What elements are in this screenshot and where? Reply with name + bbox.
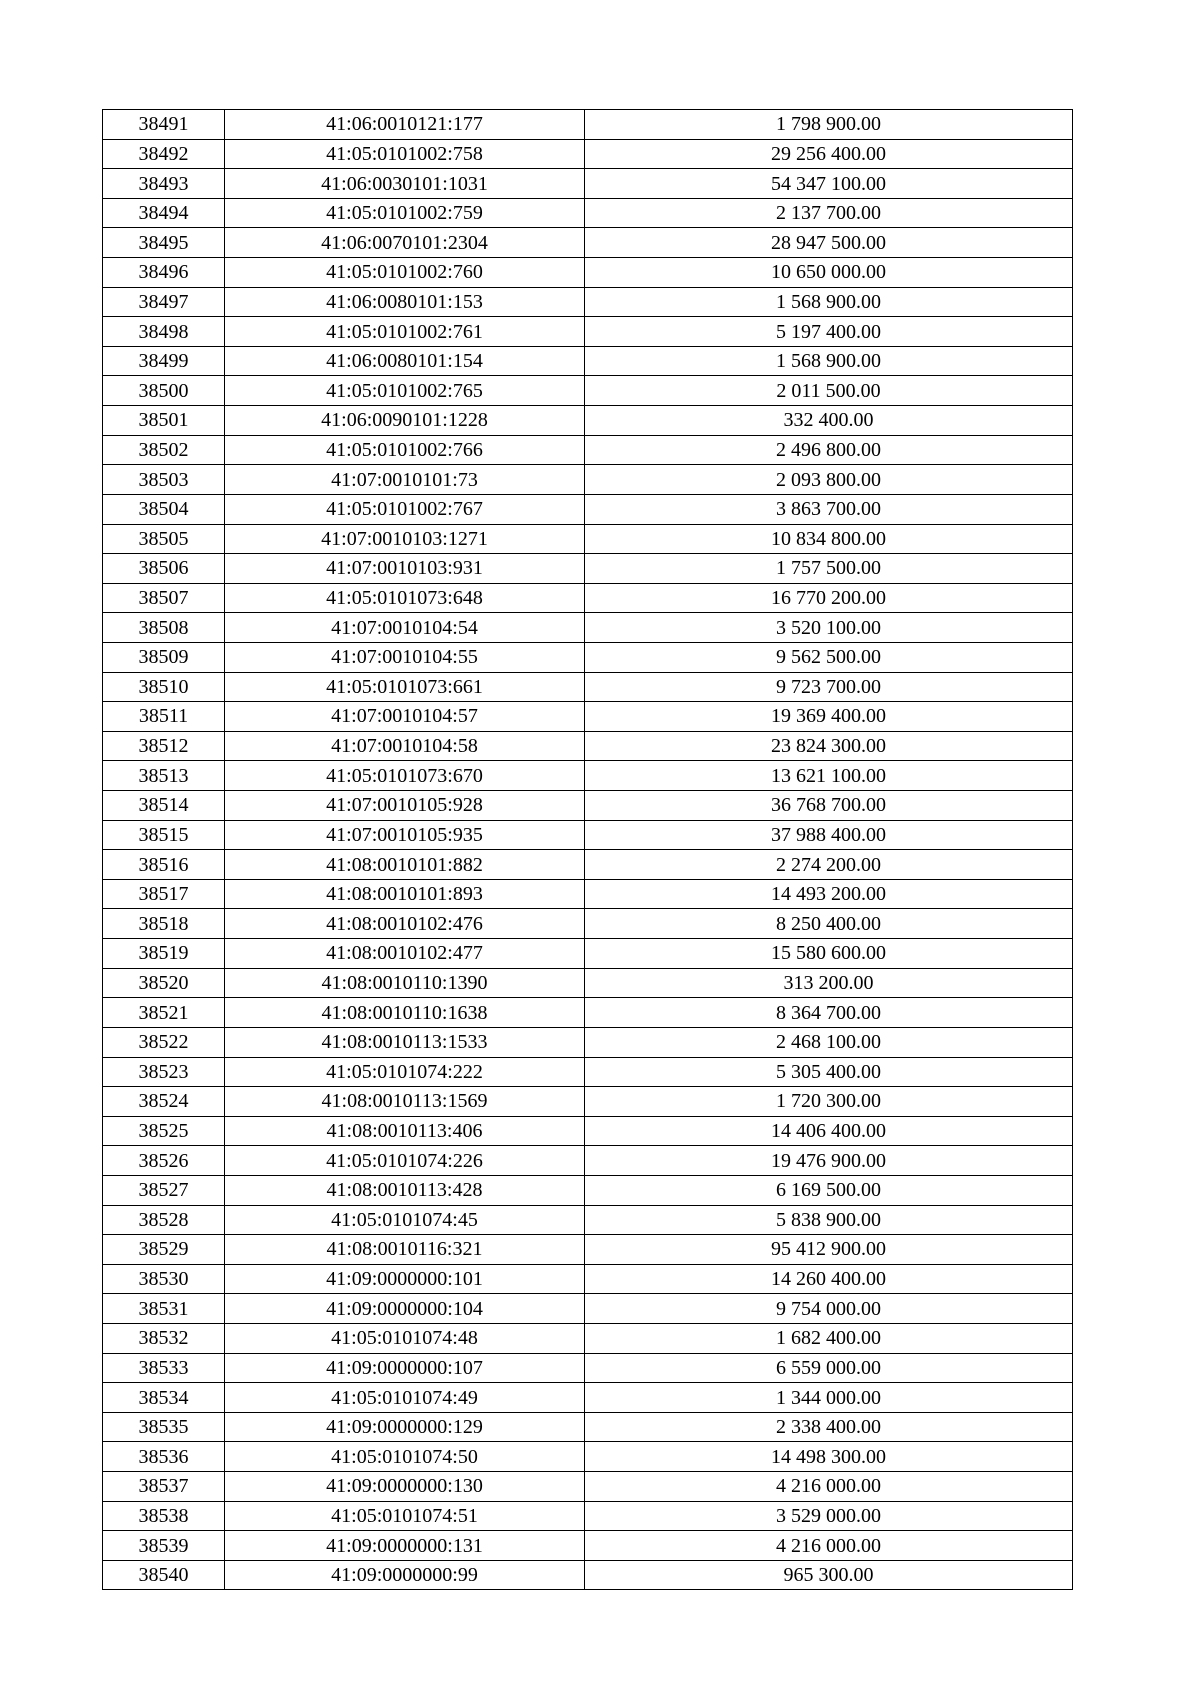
cadastral-number-cell: 41:05:0101073:670 (225, 761, 585, 791)
cadastral-value-cell: 1 720 300.00 (585, 1087, 1073, 1117)
cadastral-value-cell: 29 256 400.00 (585, 139, 1073, 169)
table-row (103, 702, 1073, 732)
row-number-cell: 38534 (103, 1383, 225, 1413)
cadastral-number-cell: 41:08:0010116:321 (225, 1235, 585, 1265)
row-number-cell: 38514 (103, 791, 225, 821)
table-row (103, 1057, 1073, 1087)
cadastral-value-cell: 19 369 400.00 (585, 702, 1073, 732)
table-row (103, 998, 1073, 1028)
cadastral-value-cell: 95 412 900.00 (585, 1235, 1073, 1265)
cadastral-value-cell: 2 468 100.00 (585, 1027, 1073, 1057)
row-number-cell: 38518 (103, 909, 225, 939)
table-row (103, 939, 1073, 969)
cadastral-value-cell: 16 770 200.00 (585, 583, 1073, 613)
table-row (103, 1442, 1073, 1472)
row-number-cell: 38512 (103, 731, 225, 761)
cadastral-value-cell: 8 250 400.00 (585, 909, 1073, 939)
row-number-cell: 38528 (103, 1205, 225, 1235)
table-row (103, 1027, 1073, 1057)
row-number-cell: 38507 (103, 583, 225, 613)
cadastral-number-cell: 41:08:0010113:406 (225, 1116, 585, 1146)
table-row (103, 1472, 1073, 1502)
row-number-cell: 38516 (103, 850, 225, 880)
cadastral-number-cell: 41:06:0080101:154 (225, 346, 585, 376)
table-row (103, 820, 1073, 850)
cadastral-number-cell: 41:07:0010103:1271 (225, 524, 585, 554)
table-row (103, 376, 1073, 406)
cadastral-number-cell: 41:05:0101074:222 (225, 1057, 585, 1087)
table-row (103, 1235, 1073, 1265)
table-row (103, 1205, 1073, 1235)
table-row (103, 1087, 1073, 1117)
table-body (103, 110, 1073, 1590)
cadastral-number-cell: 41:05:0101073:661 (225, 672, 585, 702)
cadastral-value-cell: 13 621 100.00 (585, 761, 1073, 791)
cadastral-number-cell: 41:08:0010102:477 (225, 939, 585, 969)
table-row (103, 494, 1073, 524)
row-number-cell: 38525 (103, 1116, 225, 1146)
row-number-cell: 38519 (103, 939, 225, 969)
row-number-cell: 38499 (103, 346, 225, 376)
cadastral-number-cell: 41:08:0010102:476 (225, 909, 585, 939)
table-row (103, 1383, 1073, 1413)
cadastral-value-cell: 54 347 100.00 (585, 169, 1073, 199)
row-number-cell: 38531 (103, 1294, 225, 1324)
cadastral-value-cell: 6 169 500.00 (585, 1175, 1073, 1205)
cadastral-value-cell: 10 650 000.00 (585, 258, 1073, 288)
table-row (103, 524, 1073, 554)
cadastral-value-cell: 1 682 400.00 (585, 1323, 1073, 1353)
table-row (103, 1116, 1073, 1146)
row-number-cell: 38500 (103, 376, 225, 406)
cadastral-number-cell: 41:05:0101002:767 (225, 494, 585, 524)
cadastral-number-cell: 41:09:0000000:99 (225, 1560, 585, 1590)
cadastral-value-cell: 14 260 400.00 (585, 1264, 1073, 1294)
cadastral-value-cell: 36 768 700.00 (585, 791, 1073, 821)
table-row (103, 642, 1073, 672)
row-number-cell: 38505 (103, 524, 225, 554)
cadastral-number-cell: 41:06:0090101:1228 (225, 406, 585, 436)
table-row (103, 465, 1073, 495)
row-number-cell: 38524 (103, 1087, 225, 1117)
row-number-cell: 38533 (103, 1353, 225, 1383)
row-number-cell: 38511 (103, 702, 225, 732)
table-row (103, 879, 1073, 909)
cadastral-value-cell: 1 757 500.00 (585, 554, 1073, 584)
row-number-cell: 38513 (103, 761, 225, 791)
cadastral-value-cell: 10 834 800.00 (585, 524, 1073, 554)
table-row (103, 1353, 1073, 1383)
cadastral-value-cell: 6 559 000.00 (585, 1353, 1073, 1383)
cadastral-number-cell: 41:06:0080101:153 (225, 287, 585, 317)
table-row (103, 1175, 1073, 1205)
cadastral-value-cell: 19 476 900.00 (585, 1146, 1073, 1176)
table-row (103, 613, 1073, 643)
cadastral-value-cell: 2 093 800.00 (585, 465, 1073, 495)
cadastral-value-cell: 2 338 400.00 (585, 1412, 1073, 1442)
row-number-cell: 38493 (103, 169, 225, 199)
row-number-cell: 38521 (103, 998, 225, 1028)
row-number-cell: 38502 (103, 435, 225, 465)
table-row (103, 583, 1073, 613)
row-number-cell: 38491 (103, 110, 225, 140)
row-number-cell: 38498 (103, 317, 225, 347)
cadastral-value-cell: 332 400.00 (585, 406, 1073, 436)
cadastral-value-cell: 1 568 900.00 (585, 287, 1073, 317)
cadastral-number-cell: 41:07:0010105:928 (225, 791, 585, 821)
table-row (103, 287, 1073, 317)
cadastral-number-cell: 41:09:0000000:101 (225, 1264, 585, 1294)
row-number-cell: 38517 (103, 879, 225, 909)
cadastral-number-cell: 41:05:0101002:765 (225, 376, 585, 406)
cadastral-number-cell: 41:08:0010113:1533 (225, 1027, 585, 1057)
cadastral-value-cell: 37 988 400.00 (585, 820, 1073, 850)
cadastral-number-cell: 41:06:0070101:2304 (225, 228, 585, 258)
row-number-cell: 38496 (103, 258, 225, 288)
row-number-cell: 38501 (103, 406, 225, 436)
cadastral-value-cell: 9 723 700.00 (585, 672, 1073, 702)
cadastral-value-cell: 8 364 700.00 (585, 998, 1073, 1028)
table-row (103, 317, 1073, 347)
row-number-cell: 38495 (103, 228, 225, 258)
cadastral-value-cell: 313 200.00 (585, 968, 1073, 998)
row-number-cell: 38508 (103, 613, 225, 643)
row-number-cell: 38510 (103, 672, 225, 702)
table-row (103, 198, 1073, 228)
cadastral-value-cell: 14 406 400.00 (585, 1116, 1073, 1146)
cadastral-value-cell: 5 197 400.00 (585, 317, 1073, 347)
cadastral-value-cell: 28 947 500.00 (585, 228, 1073, 258)
cadastral-number-cell: 41:06:0030101:1031 (225, 169, 585, 199)
table-row (103, 761, 1073, 791)
cadastral-number-cell: 41:07:0010104:54 (225, 613, 585, 643)
cadastral-value-cell: 2 137 700.00 (585, 198, 1073, 228)
cadastral-value-cell: 965 300.00 (585, 1560, 1073, 1590)
cadastral-number-cell: 41:07:0010103:931 (225, 554, 585, 584)
cadastral-value-cell: 1 344 000.00 (585, 1383, 1073, 1413)
row-number-cell: 38539 (103, 1531, 225, 1561)
cadastral-number-cell: 41:08:0010101:893 (225, 879, 585, 909)
cadastral-value-cell: 15 580 600.00 (585, 939, 1073, 969)
cadastral-number-cell: 41:09:0000000:129 (225, 1412, 585, 1442)
table-row (103, 1560, 1073, 1590)
cadastral-value-cell: 5 838 900.00 (585, 1205, 1073, 1235)
table-row (103, 909, 1073, 939)
cadastral-number-cell: 41:05:0101073:648 (225, 583, 585, 613)
cadastral-number-cell: 41:05:0101074:51 (225, 1501, 585, 1531)
table-row (103, 968, 1073, 998)
cadastral-number-cell: 41:05:0101002:760 (225, 258, 585, 288)
row-number-cell: 38526 (103, 1146, 225, 1176)
row-number-cell: 38530 (103, 1264, 225, 1294)
row-number-cell: 38515 (103, 820, 225, 850)
cadastral-value-cell: 4 216 000.00 (585, 1472, 1073, 1502)
table-row (103, 110, 1073, 140)
table-row (103, 1264, 1073, 1294)
cadastral-number-cell: 41:05:0101074:48 (225, 1323, 585, 1353)
cadastral-number-cell: 41:09:0000000:131 (225, 1531, 585, 1561)
cadastral-value-cell: 9 754 000.00 (585, 1294, 1073, 1324)
cadastral-number-cell: 41:05:0101074:226 (225, 1146, 585, 1176)
row-number-cell: 38520 (103, 968, 225, 998)
cadastral-number-cell: 41:05:0101074:50 (225, 1442, 585, 1472)
cadastral-value-table (102, 109, 1073, 1590)
cadastral-value-cell: 1 568 900.00 (585, 346, 1073, 376)
table-row (103, 1501, 1073, 1531)
row-number-cell: 38494 (103, 198, 225, 228)
cadastral-number-cell: 41:09:0000000:130 (225, 1472, 585, 1502)
row-number-cell: 38538 (103, 1501, 225, 1531)
row-number-cell: 38503 (103, 465, 225, 495)
table-row (103, 346, 1073, 376)
cadastral-number-cell: 41:09:0000000:107 (225, 1353, 585, 1383)
row-number-cell: 38535 (103, 1412, 225, 1442)
cadastral-value-cell: 5 305 400.00 (585, 1057, 1073, 1087)
cadastral-number-cell: 41:06:0010121:177 (225, 110, 585, 140)
cadastral-number-cell: 41:08:0010113:428 (225, 1175, 585, 1205)
table-row (103, 1323, 1073, 1353)
row-number-cell: 38529 (103, 1235, 225, 1265)
table-row (103, 1412, 1073, 1442)
row-number-cell: 38540 (103, 1560, 225, 1590)
cadastral-value-cell: 3 529 000.00 (585, 1501, 1073, 1531)
cadastral-number-cell: 41:07:0010105:935 (225, 820, 585, 850)
row-number-cell: 38504 (103, 494, 225, 524)
cadastral-value-cell: 2 011 500.00 (585, 376, 1073, 406)
cadastral-value-cell: 2 496 800.00 (585, 435, 1073, 465)
row-number-cell: 38532 (103, 1323, 225, 1353)
cadastral-number-cell: 41:08:0010110:1638 (225, 998, 585, 1028)
row-number-cell: 38527 (103, 1175, 225, 1205)
table-row (103, 435, 1073, 465)
table-row (103, 406, 1073, 436)
row-number-cell: 38509 (103, 642, 225, 672)
table-row (103, 731, 1073, 761)
table-row (103, 791, 1073, 821)
cadastral-number-cell: 41:05:0101002:759 (225, 198, 585, 228)
cadastral-number-cell: 41:05:0101002:761 (225, 317, 585, 347)
table-row (103, 672, 1073, 702)
table-row (103, 1294, 1073, 1324)
cadastral-number-cell: 41:07:0010104:57 (225, 702, 585, 732)
table-row (103, 139, 1073, 169)
cadastral-number-cell: 41:05:0101074:49 (225, 1383, 585, 1413)
table-row (103, 850, 1073, 880)
cadastral-number-cell: 41:08:0010101:882 (225, 850, 585, 880)
cadastral-value-cell: 3 520 100.00 (585, 613, 1073, 643)
cadastral-value-cell: 4 216 000.00 (585, 1531, 1073, 1561)
row-number-cell: 38522 (103, 1027, 225, 1057)
cadastral-number-cell: 41:09:0000000:104 (225, 1294, 585, 1324)
table-row (103, 1531, 1073, 1561)
table-row (103, 1146, 1073, 1176)
cadastral-number-cell: 41:07:0010104:58 (225, 731, 585, 761)
table-row (103, 258, 1073, 288)
cadastral-number-cell: 41:05:0101074:45 (225, 1205, 585, 1235)
cadastral-value-cell: 9 562 500.00 (585, 642, 1073, 672)
row-number-cell: 38537 (103, 1472, 225, 1502)
cadastral-number-cell: 41:07:0010104:55 (225, 642, 585, 672)
table-row (103, 228, 1073, 258)
cadastral-number-cell: 41:08:0010113:1569 (225, 1087, 585, 1117)
cadastral-value-cell: 1 798 900.00 (585, 110, 1073, 140)
row-number-cell: 38536 (103, 1442, 225, 1472)
row-number-cell: 38492 (103, 139, 225, 169)
table-row (103, 169, 1073, 199)
cadastral-number-cell: 41:07:0010101:73 (225, 465, 585, 495)
cadastral-value-cell: 14 498 300.00 (585, 1442, 1073, 1472)
cadastral-number-cell: 41:08:0010110:1390 (225, 968, 585, 998)
row-number-cell: 38506 (103, 554, 225, 584)
cadastral-number-cell: 41:05:0101002:758 (225, 139, 585, 169)
cadastral-value-cell: 2 274 200.00 (585, 850, 1073, 880)
row-number-cell: 38497 (103, 287, 225, 317)
cadastral-number-cell: 41:05:0101002:766 (225, 435, 585, 465)
cadastral-value-cell: 23 824 300.00 (585, 731, 1073, 761)
cadastral-value-cell: 3 863 700.00 (585, 494, 1073, 524)
table-row (103, 554, 1073, 584)
row-number-cell: 38523 (103, 1057, 225, 1087)
cadastral-value-cell: 14 493 200.00 (585, 879, 1073, 909)
